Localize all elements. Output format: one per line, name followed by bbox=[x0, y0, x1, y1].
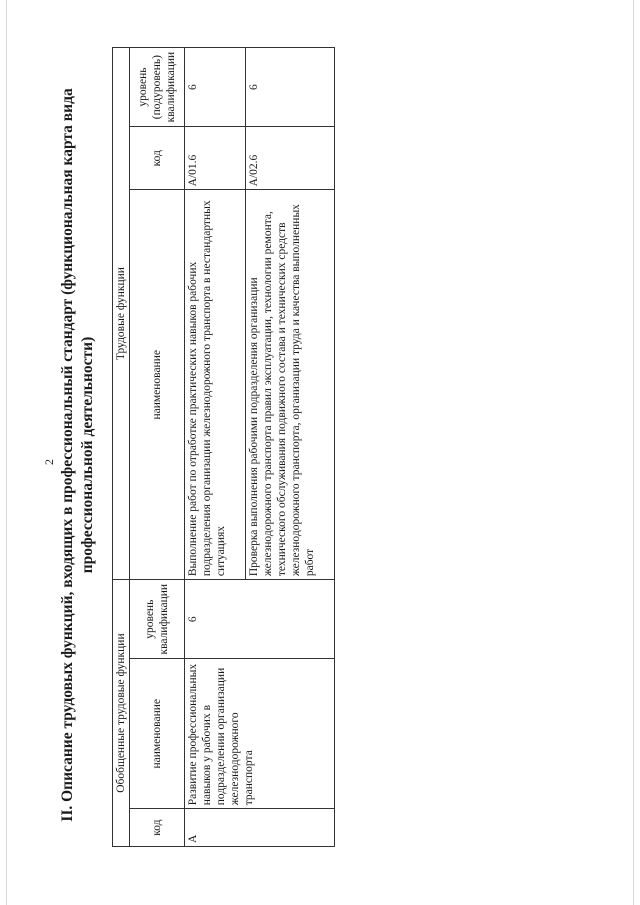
table-row bbox=[185, 48, 246, 847]
table-header-group-row bbox=[113, 48, 130, 847]
header-level: уровень квалификации bbox=[130, 580, 185, 659]
header-labor-functions: Трудовые функции bbox=[113, 48, 130, 580]
header-function-level: уровень (подуровень) квалификации bbox=[130, 48, 185, 127]
header-name: наименование bbox=[130, 659, 185, 809]
table-header-column-row bbox=[130, 48, 185, 847]
page-number: 2 bbox=[42, 459, 56, 465]
function-code: A/01.6 bbox=[185, 127, 246, 190]
header-function-code: код bbox=[130, 127, 185, 190]
function-code: A/02.6 bbox=[246, 127, 335, 190]
function-level: 6 bbox=[246, 48, 335, 127]
generalized-code: A bbox=[185, 809, 335, 847]
generalized-level: 6 bbox=[185, 580, 335, 659]
function-name: Проверка выполнения рабочими подразделения организации железнодорожного транспорта правил эксплуатации, технологии ремонта, технического обслуживания подвижного состава и технических средств железнодорожного транспорта, организации труда и качества выполненных работ bbox=[246, 190, 335, 580]
header-generalized-functions: Обобщенные трудовые функции bbox=[113, 580, 130, 847]
header-code: код bbox=[130, 809, 185, 847]
function-name: Выполнение работ по отработке практических навыков рабочих подразделения организации железнодорожного транспорта в нестандартных ситуациях bbox=[185, 190, 246, 580]
generalized-name: Развитие профессиональных навыков у рабочих в подразделении организации железнодорожного транспорта bbox=[185, 659, 335, 809]
section-heading: II. Описание трудовых функций, входящих в профессиональный стандарт (функциональная карта вида профессиональной деятельности) bbox=[59, 88, 96, 822]
functional-map-table bbox=[112, 47, 335, 847]
header-function-name: наименование bbox=[130, 190, 185, 580]
function-level: 6 bbox=[185, 48, 246, 127]
